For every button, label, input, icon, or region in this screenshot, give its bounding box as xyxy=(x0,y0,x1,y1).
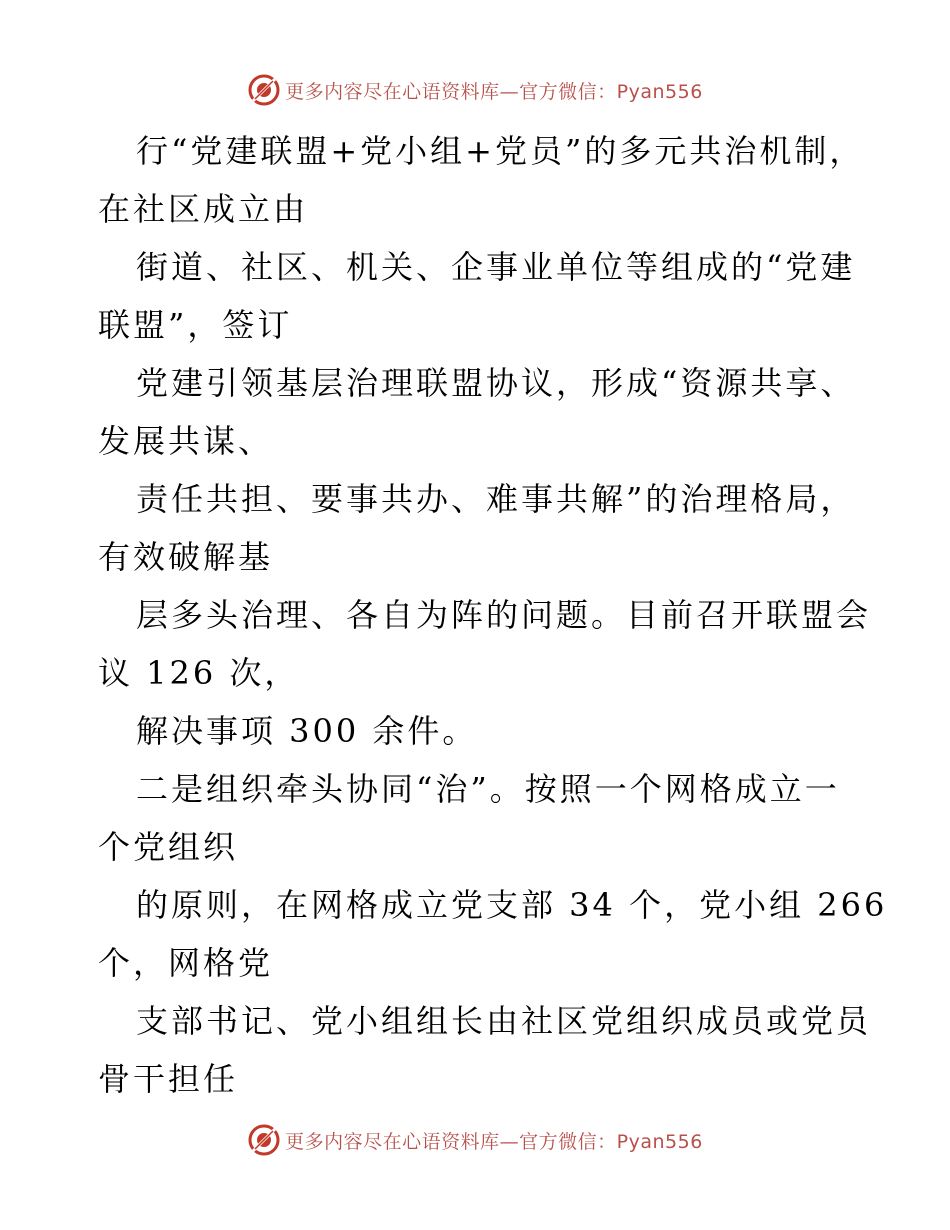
watermark-text: 更多内容尽在心语资料库—官方微信：Pyan556 xyxy=(285,1130,703,1153)
text-line: 个，网格党 xyxy=(98,944,274,982)
text-line: 的原则，在网格成立党支部 34 个，党小组 266 xyxy=(136,886,888,924)
text-line: 层多头治理、各自为阵的问题。目前召开联盟会 xyxy=(136,596,872,634)
text-line: 联盟”，签订 xyxy=(98,306,293,344)
watermark-text: 更多内容尽在心语资料库—官方微信：Pyan556 xyxy=(285,80,703,103)
text-line: 党建引领基层治理联盟协议，形成“资源共享、 xyxy=(136,364,856,402)
document-body xyxy=(98,122,888,1108)
header-watermark xyxy=(0,70,950,110)
text-line: 二是组织牵头协同“治”。按照一个网格成立一 xyxy=(136,770,840,808)
text-line: 解决事项 300 余件。 xyxy=(136,712,478,750)
text-line: 议 126 次， xyxy=(98,654,300,692)
logo-icon xyxy=(247,73,281,107)
footer-watermark xyxy=(0,1120,950,1160)
text-line: 个党组织 xyxy=(98,828,239,866)
text-line: 骨干担任 xyxy=(98,1060,239,1098)
logo-icon xyxy=(247,1123,281,1157)
text-line: 有效破解基 xyxy=(98,538,274,576)
text-line: 责任共担、要事共办、难事共解”的治理格局， xyxy=(136,480,856,518)
text-line: 发展共谋、 xyxy=(98,422,274,460)
text-line: 行“党建联盟+党小组+党员”的多元共治机制， xyxy=(136,132,865,170)
text-line: 支部书记、党小组组长由社区党组织成员或党员 xyxy=(136,1002,872,1040)
text-line: 在社区成立由 xyxy=(98,190,309,228)
text-line: 街道、社区、机关、企事业单位等组成的“党建 xyxy=(136,248,856,286)
